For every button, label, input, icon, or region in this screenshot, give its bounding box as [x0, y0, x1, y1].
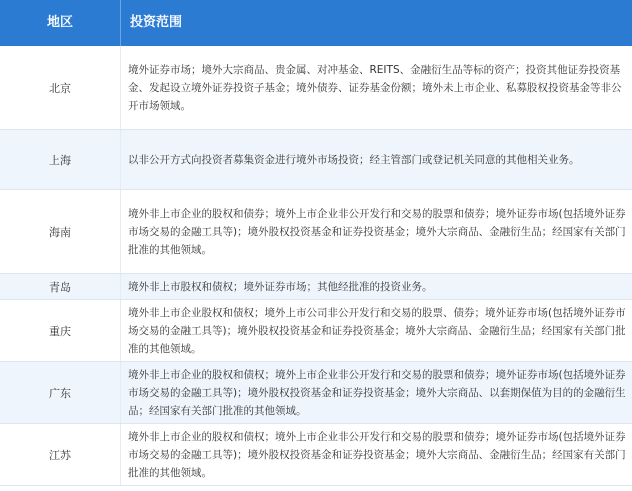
column-divider	[120, 46, 121, 130]
row-scope-text: 境外非上市企业的股权和债权；境外上市企业非公开发行和交易的股票和债券；境外证券市场(包括境外证券市场交易的金融工具等)；境外股权投资基金和证券投资基金；境外大宗商品、以套期保值为目的的金融衍生品；经国家有关部门批准的其他领域。	[128, 369, 626, 417]
table-row	[0, 362, 632, 424]
row-region: 广东	[49, 387, 71, 400]
row-scope	[128, 274, 626, 300]
column-divider	[120, 190, 121, 274]
row-region: 上海	[49, 154, 71, 167]
header-divider	[120, 0, 121, 46]
column-divider	[120, 300, 121, 362]
row-scope-text: 以非公开方式向投资者募集资金进行境外市场投资；经主管部门或登记机关同意的其他相关业务。	[128, 154, 580, 166]
table-row	[0, 130, 632, 190]
column-divider	[120, 362, 121, 424]
header-scope: 投资范围	[130, 15, 183, 30]
column-divider	[120, 130, 121, 190]
table-header	[0, 0, 632, 46]
row-scope-text: 境外非上市企业的股权和债权；境外上市企业非公开发行和交易的股票和债券；境外证券市场(包括境外证券市场交易的金融工具等)；境外股权投资基金和证券投资基金；境外大宗商品、金融衍生品；经国家有关部门批准的其他领域。	[128, 431, 626, 479]
table-row	[0, 274, 632, 300]
row-scope	[128, 130, 626, 190]
row-scope-text: 境外证券市场；境外大宗商品、贵金属、对冲基金、REITS、金融衍生品等标的资产；投资其他证券投资基金、发起设立境外证券投资子基金；境外债券、证券基金份额；境外未上市企业、私募股权投资基金等非公开市场领域。	[128, 64, 622, 112]
column-divider	[120, 424, 121, 486]
row-region: 北京	[49, 82, 71, 95]
table-row	[0, 424, 632, 486]
table-row	[0, 190, 632, 274]
table-row	[0, 300, 632, 362]
row-scope-text: 境外非上市股权和债权；境外证券市场；其他经批准的投资业务。	[128, 281, 433, 293]
row-scope	[128, 300, 626, 362]
row-region: 海南	[49, 226, 71, 239]
table-row	[0, 46, 632, 130]
column-divider	[120, 274, 121, 300]
header-region: 地区	[46, 15, 73, 30]
row-region: 江苏	[49, 449, 71, 462]
row-divider	[0, 485, 632, 486]
row-scope	[128, 46, 626, 130]
row-region: 青岛	[49, 281, 71, 294]
row-scope-text: 境外非上市企业的股权和债券；境外上市企业非公开发行和交易的股票和债券；境外证券市场(包括境外证券市场交易的金融工具等)；境外股权投资基金和证券投资基金；境外大宗商品、金融衍生品；经国家有关部门批准的其他领域。	[128, 208, 626, 256]
row-scope-text: 境外非上市企业股权和债权；境外上市公司非公开发行和交易的股票、债券；境外证券市场(包括境外证券市场交易的金融工具等)；境外股权投资基金和证券投资基金；境外大宗商品、金融衍生品；经国家有关部门批准的其他领域。	[128, 307, 626, 355]
row-scope	[128, 190, 626, 274]
row-scope	[128, 424, 626, 486]
row-region: 重庆	[49, 325, 71, 338]
row-scope	[128, 362, 626, 424]
